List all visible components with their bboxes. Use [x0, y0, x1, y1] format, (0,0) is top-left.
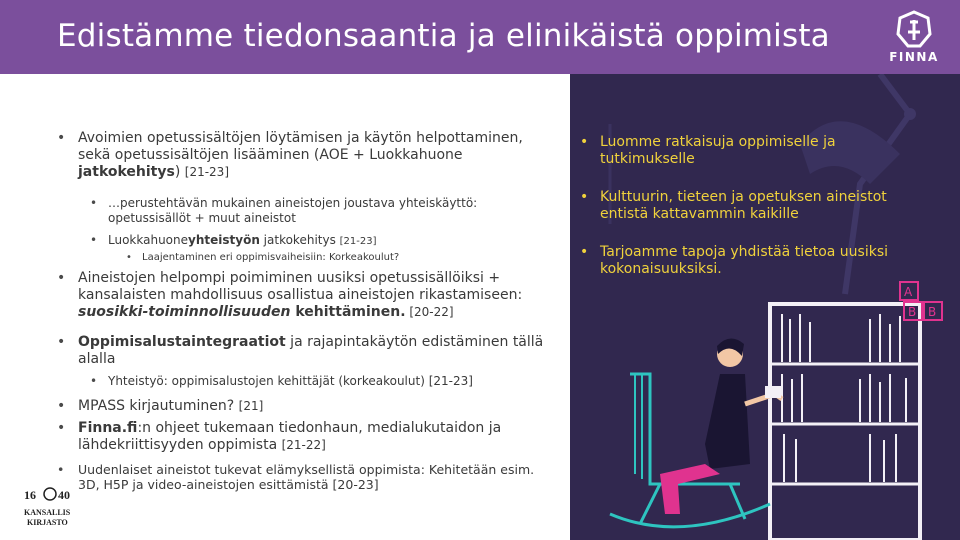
bullet-icon: • — [90, 196, 98, 210]
badge-line2: KIRJASTO — [27, 518, 68, 527]
list-item: • Finna.fi:n ohjeet tukemaan tiedonhaun, medialukutaidon ja lähdekriittisyyden oppimista [21-22] — [57, 420, 502, 454]
bullet-icon: • — [580, 189, 589, 205]
list-item: • Yhteistyö: oppimisalustojen kehittäjät (korkeakoulut) [21-23] — [90, 374, 473, 388]
badge-year-right: 40 — [58, 488, 70, 502]
bullet-icon: • — [580, 244, 589, 260]
block-letter-b2: B — [928, 305, 937, 319]
list-item: • Aineistojen helpompi poimiminen uusiksi opetussisällöiksi + kansalaisten mahdollisuus osallistua aineistojen rikastamiseen: suosikki-toiminnollisuuden kehittäminen. [20-22] — [57, 270, 523, 321]
bullet-icon: • — [126, 252, 132, 263]
badge-line1: KANSALLIS — [24, 508, 71, 517]
finna-logo-text: FINNA — [889, 50, 939, 64]
right-list-item: • Tarjoamme tapoja yhdistää tietoa uusiksi kokonaisuuksiksi. — [580, 244, 889, 278]
bullet-icon: • — [580, 134, 589, 150]
list-item: • Laajentaminen eri oppimisvaiheisiin: Korkeakoulut? — [126, 252, 400, 263]
badge-year-left: 16 — [24, 488, 36, 502]
block-letter-a: A — [904, 285, 913, 299]
bullet-icon: • — [57, 270, 66, 286]
list-item: • Uudenlaiset aineistot tukevat elämyksellistä oppimista: Kehitetään esim. 3D, H5P ja video-aineistojen esittämistä [20-23] — [57, 462, 535, 493]
finna-logo — [884, 10, 944, 64]
bullet-icon: • — [57, 334, 66, 350]
bullet-icon: • — [57, 398, 66, 414]
list-item: • …perustehtävän mukainen aineistojen joustava yhteiskäyttö: opetussisällöt + muut aineistot — [90, 196, 478, 225]
list-item: • Luokkahuoneyhteistyön jatkokehitys [21-23] — [90, 233, 377, 247]
block-letter-b: B — [908, 305, 917, 319]
bullet-icon: • — [90, 233, 98, 247]
finna-emblem-icon — [884, 10, 944, 50]
bullet-icon: • — [57, 420, 66, 436]
bullet-icon: • — [57, 130, 66, 146]
bullet-icon: • — [90, 374, 98, 388]
bullet-icon: • — [57, 462, 65, 477]
list-item: • MPASS kirjautuminen? [21] — [57, 398, 264, 414]
right-list-item: • Luomme ratkaisuja oppimiselle ja tutkimukselle — [580, 134, 836, 168]
kansalliskirjasto-logo — [22, 485, 78, 531]
slide-header — [0, 0, 960, 74]
slide-title: Edistämme tiedonsaantia ja elinikäistä oppimista — [57, 18, 830, 54]
right-list-item: • Kulttuurin, tieteen ja opetuksen aineistot entistä kattavammin kaikille — [580, 189, 887, 223]
list-item: • Avoimien opetussisältöjen löytämisen ja käytön helpottaminen, sekä opetussisältöjen lisääminen (AOE + Luokkahuone jatkokehitys) [21-23] — [57, 130, 523, 181]
left-content — [0, 74, 570, 540]
illustration-panel — [570, 74, 960, 540]
list-item: • Oppimisalustaintegraatiot ja rajapintakäytön edistäminen tällä alalla — [57, 334, 544, 368]
